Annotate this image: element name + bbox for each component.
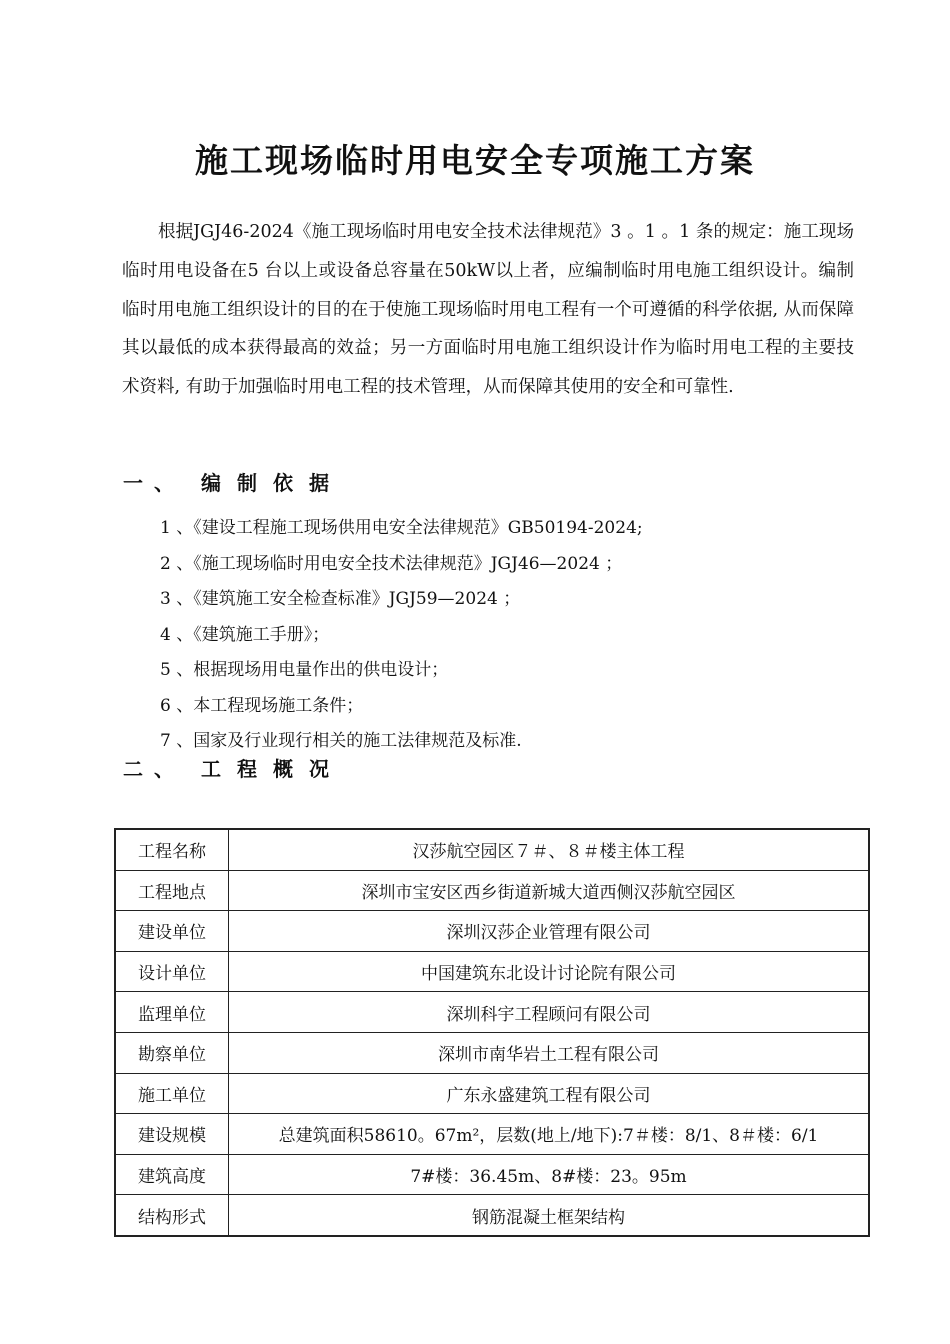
- list-item: 4 、《建筑施工手册》；: [160, 624, 330, 645]
- row-label: 施工单位: [115, 1073, 229, 1114]
- table-row: [115, 951, 869, 992]
- basis-list: [160, 511, 643, 760]
- section-title: 编 制 依 据: [201, 471, 331, 495]
- table-row: [115, 870, 869, 911]
- section-heading-overview: [123, 754, 345, 784]
- row-value: 深圳汉莎企业管理有限公司: [229, 911, 870, 952]
- section-title: 工 程 概 况: [201, 757, 331, 781]
- project-overview-table: [114, 828, 870, 1237]
- row-label: 建筑高度: [115, 1154, 229, 1195]
- row-value: 中国建筑东北设计讨论院有限公司: [229, 951, 870, 992]
- row-value: 深圳市宝安区西乡街道新城大道西侧汉莎航空园区: [229, 870, 870, 911]
- table-row: [115, 829, 869, 870]
- row-label: 结构形式: [115, 1195, 229, 1236]
- section-number: 一 、: [123, 471, 176, 495]
- intro-paragraph: 根据JGJ46-2024《施工现场临时用电安全技术法律规范》3 。1 。1 条的规定：施工现场临时用电设备在5 台以上或设备总容量在50kW以上者，应编制临时用电施工组织设计。编制临时用电施工组织设计的目的在于使施工现场临时用电工程有一个可遵循的科学依据, 从而保障其以最低的成本获得最高的效益；另一方面临时用电施工组织设计作为临时用电工程的主要技术资料, 有助于加强临时用电工程的技术管理，从而保障其使用的安全和可靠性.: [122, 222, 854, 398]
- row-label: 设计单位: [115, 951, 229, 992]
- row-value: 7#楼：36.45m、8#楼：23。95m: [229, 1154, 870, 1195]
- row-label: 工程地点: [115, 870, 229, 911]
- list-item: 1 、《建设工程施工现场供用电安全法律规范》GB50194-2024;: [160, 518, 643, 538]
- row-label: 建设单位: [115, 911, 229, 952]
- list-item: 6 、本工程现场施工条件；: [160, 695, 364, 716]
- row-value: 总建筑面积58610。67m²，层数(地上/地下):7＃楼：8/1、8＃楼：6/1: [229, 1114, 870, 1155]
- list-item: 3 、《建筑施工安全检查标准》JGJ59—2024 ；: [160, 589, 521, 609]
- row-value: 深圳科宇工程顾问有限公司: [229, 992, 870, 1033]
- row-value: 广东永盛建筑工程有限公司: [229, 1073, 870, 1114]
- list-item: 2 、《施工现场临时用电安全技术法律规范》JGJ46—2024 ；: [160, 553, 623, 574]
- row-value: 深圳市南华岩土工程有限公司: [229, 1032, 870, 1073]
- list-item: 7 、国家及行业现行相关的施工法律规范及标准.: [160, 731, 522, 751]
- table-row: [115, 1114, 869, 1155]
- table-row: [115, 911, 869, 952]
- list-item: 5 、根据现场用电量作出的供电设计；: [160, 660, 449, 680]
- row-label: 勘察单位: [115, 1032, 229, 1073]
- row-value: 汉莎航空园区７＃、８＃楼主体工程: [229, 829, 870, 870]
- row-label: 建设规模: [115, 1114, 229, 1155]
- row-label: 工程名称: [115, 829, 229, 870]
- row-label: 监理单位: [115, 992, 229, 1033]
- table-row: [115, 992, 869, 1033]
- table-row: [115, 1154, 869, 1195]
- table-row: [115, 1195, 869, 1236]
- row-value: 钢筋混凝土框架结构: [229, 1195, 870, 1236]
- table-row: [115, 1032, 869, 1073]
- section-number: 二 、: [123, 757, 176, 781]
- page-title: 施工现场临时用电安全专项施工方案: [195, 141, 755, 180]
- section-heading-basis: [123, 468, 345, 498]
- table-row: [115, 1073, 869, 1114]
